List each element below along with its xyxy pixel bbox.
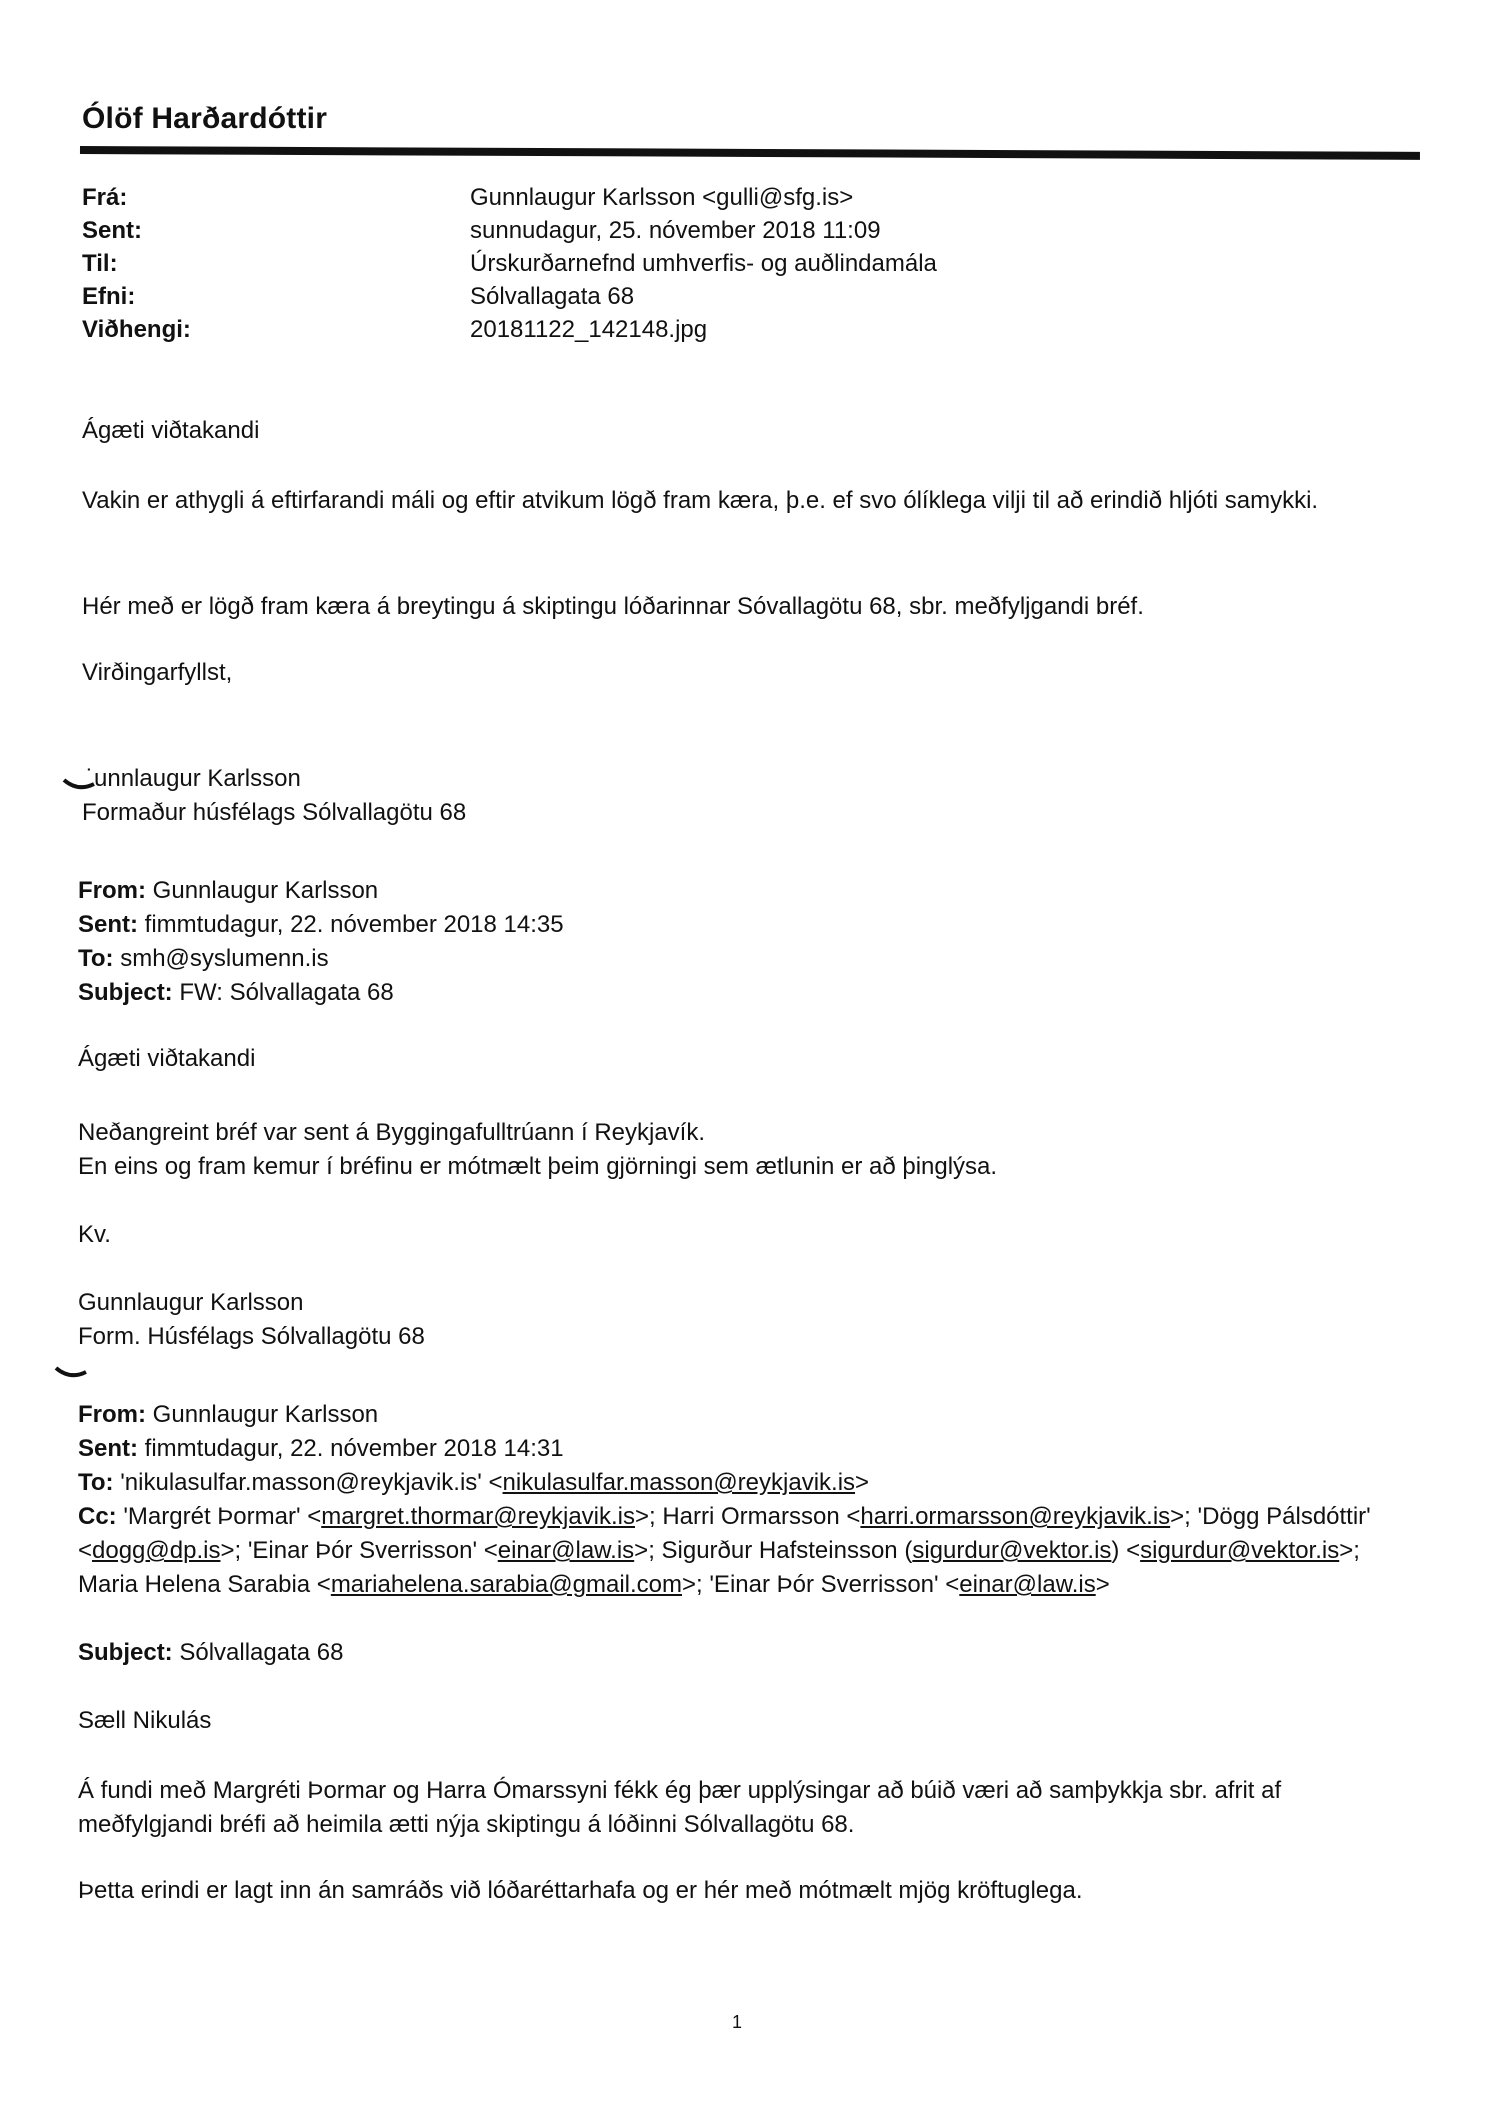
- email-link[interactable]: mariahelena.sarabia@gmail.com: [330, 1571, 682, 1598]
- forward2-paragraph-1: Á fundi með Margréti Þormar og Harra Ómarssyni fékk ég þær upplýsingar að búið væri að samþykkja sbr. afrit af meðfylgjandi bréfi að heimila ætti nýja skiptingu á lóðinni Sólvallagötu 68.: [78, 1777, 1282, 1838]
- forward1-greeting: Ágæti viðtakandi: [78, 1045, 256, 1072]
- cc-text: >; 'Einar Þór Sverrisson' <: [682, 1571, 960, 1598]
- forward2-from-value: Gunnlaugur Karlsson: [152, 1401, 379, 1428]
- forward1-subject-label: Subject:: [78, 979, 173, 1006]
- forward1-sent-label: Sent:: [78, 911, 138, 938]
- attachment-value: 20181122_142148.jpg: [470, 316, 708, 343]
- header-row-sent: [82, 217, 1422, 250]
- forward2-cc-label: Cc:: [78, 1503, 117, 1530]
- forward2-subject-label: Subject:: [78, 1639, 173, 1666]
- forward2-cc: [78, 1500, 1388, 1602]
- forward2-from-label: From:: [78, 1401, 146, 1428]
- header-row-subject: [82, 283, 1422, 316]
- to-label: Til:: [82, 250, 118, 277]
- forward2-to-text: >: [855, 1469, 870, 1496]
- forward1-line-1: Neðangreint bréf var sent á Byggingafulltrúann í Reykjavík.: [78, 1119, 706, 1146]
- email-link[interactable]: einar@law.is: [497, 1537, 635, 1564]
- to-value: Úrskurðarnefnd umhverfis- og auðlindamála: [470, 250, 937, 277]
- email-link[interactable]: margret.thormar@reykjavik.is: [321, 1503, 635, 1530]
- header-row-to: [82, 250, 1422, 283]
- forward2-sent: [78, 1432, 1388, 1466]
- forward2-greeting: Sæll Nikulás: [78, 1707, 212, 1734]
- cc-text: >: [1095, 1571, 1110, 1598]
- body-paragraph-2: Hér með er lögð fram kæra á breytingu á skiptingu lóðarinnar Sóvallagötu 68, sbr. meðfyljgandi bréf.: [82, 593, 1144, 620]
- from-value: Gunnlaugur Karlsson <gulli@sfg.is>: [470, 184, 854, 211]
- forward1-kv: Kv.: [78, 1221, 111, 1248]
- signature-title: Formaður húsfélags Sólvallagötu 68: [82, 799, 467, 826]
- forward2-subject: [78, 1636, 1388, 1670]
- forward1-to-value: smh@syslumenn.is: [120, 945, 329, 972]
- email-header: [82, 184, 1422, 349]
- forward1-sent-value: fimmtudagur, 22. nóvember 2018 14:35: [144, 911, 564, 938]
- page-number: 1: [732, 2012, 743, 2032]
- forward2-sent-label: Sent:: [78, 1435, 138, 1462]
- sent-value: sunnudagur, 25. nóvember 2018 11:09: [470, 217, 881, 244]
- forward1-from: [78, 874, 1388, 908]
- cc-text: >; 'Dögg Pálsdóttir' <: [78, 1503, 1371, 1564]
- cc-text: >; 'Einar Þór Sverrisson' <: [220, 1537, 498, 1564]
- forward1-subject-value: FW: Sólvallagata 68: [179, 979, 394, 1006]
- header-row-attachment: [82, 316, 1422, 349]
- closing: Virðingarfyllst,: [82, 659, 233, 686]
- forward2-from: [78, 1398, 1388, 1432]
- forward1-sent: [78, 908, 1388, 942]
- forward1-subject: [78, 976, 1388, 1010]
- punch-hole-mark: [54, 1366, 88, 1380]
- from-label: Frá:: [82, 184, 128, 211]
- email-link[interactable]: sigurdur@vektor.is: [912, 1537, 1112, 1564]
- forward2-to: [78, 1466, 1388, 1500]
- cc-text: ) <: [1111, 1537, 1141, 1564]
- cc-text: 'Margrét Þormar' <: [123, 1503, 322, 1530]
- cc-text: >; Sigurður Hafsteinsson (: [634, 1537, 913, 1564]
- email-link[interactable]: dogg@dp.is: [92, 1537, 221, 1564]
- forward1-signature-title: Form. Húsfélags Sólvallagötu 68: [78, 1323, 425, 1350]
- email-link[interactable]: einar@law.is: [959, 1571, 1096, 1598]
- forward1-from-label: From:: [78, 877, 146, 904]
- sent-label: Sent:: [82, 217, 142, 244]
- body-paragraph-1: Vakin er athygli á eftirfarandi máli og eftir atvikum lögð fram kæra, þ.e. ef svo ólíklega vilji til að erindið hljóti samykki.: [82, 487, 1319, 514]
- subject-label: Efni:: [82, 283, 136, 310]
- email-link[interactable]: sigurdur@vektor.is: [1140, 1537, 1340, 1564]
- email-link[interactable]: nikulasulfar.masson@reykjavik.is: [502, 1469, 856, 1496]
- header-rule: [80, 146, 1420, 160]
- mailbox-owner-name: Ólöf Harðardóttir: [82, 102, 328, 135]
- attachment-label: Viðhengi:: [82, 316, 191, 343]
- cc-text: >; Harri Ormarsson <: [635, 1503, 861, 1530]
- subject-value: Sólvallagata 68: [470, 283, 635, 310]
- forward1-signature-name: Gunnlaugur Karlsson: [78, 1289, 304, 1316]
- forward2-paragraph-2: Þetta erindi er lagt inn án samráðs við lóðaréttarhafa og er hér með mótmælt mjög kröftuglega.: [78, 1877, 1083, 1904]
- cc-text: >; Maria Helena Sarabia <: [78, 1537, 1360, 1598]
- forward1-to: [78, 942, 1388, 976]
- email-link[interactable]: harri.ormarsson@reykjavik.is: [860, 1503, 1171, 1530]
- header-row-from: [82, 184, 1422, 217]
- greeting: Ágæti viðtakandi: [82, 417, 260, 444]
- forward2-subject-value: Sólvallagata 68: [179, 1639, 344, 1666]
- forward2-to-text: 'nikulasulfar.masson@reykjavik.is' <: [120, 1469, 503, 1496]
- forward1-line-2: En eins og fram kemur í bréfinu er mótmælt þeim gjörningi sem ætlunin er að þinglýsa.: [78, 1153, 998, 1180]
- signature-name: ˙unnlaugur Karlsson: [86, 765, 301, 792]
- forward2-sent-value: fimmtudagur, 22. nóvember 2018 14:31: [144, 1435, 564, 1462]
- forward1-to-label: To:: [78, 945, 114, 972]
- forward2-to-label: To:: [78, 1469, 114, 1496]
- forward1-from-value: Gunnlaugur Karlsson: [152, 877, 379, 904]
